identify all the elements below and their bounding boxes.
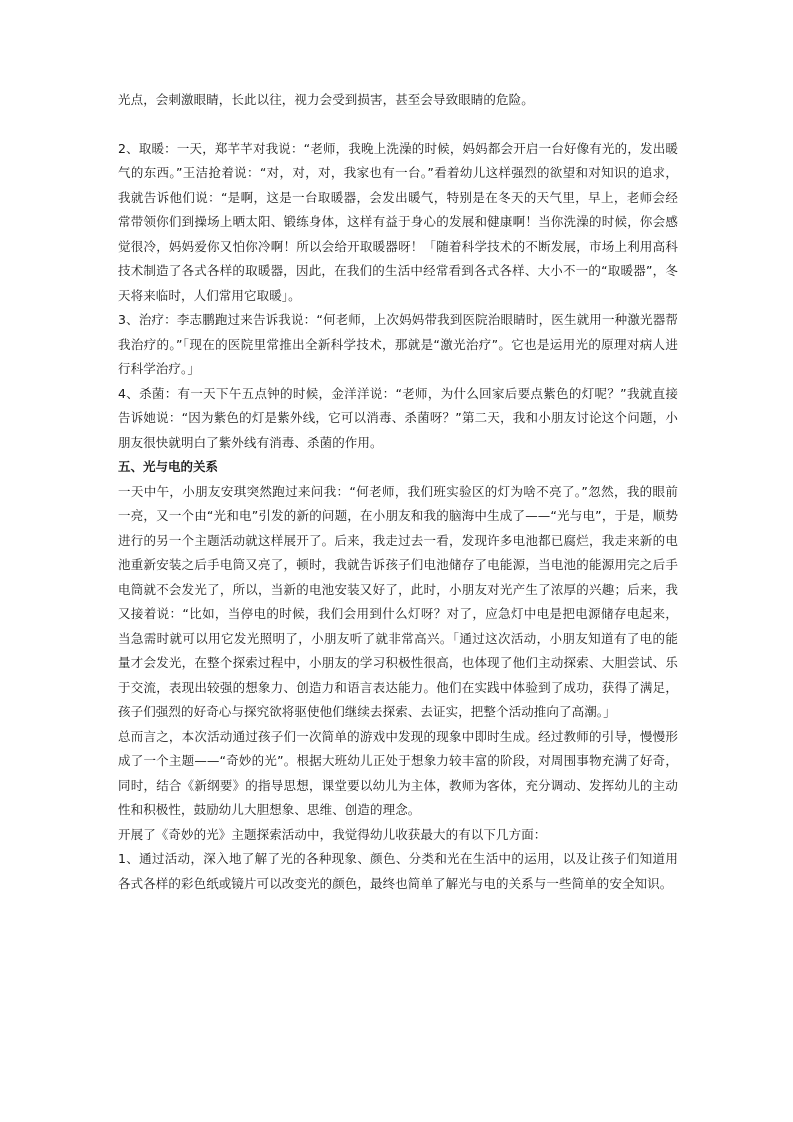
paragraph-gap	[118, 113, 678, 137]
paragraph-gain-1: 1、通过活动，深入地了解了光的各种现象、颜色、分类和光在生活中的运用，以及让孩子们知道用各式各样的彩色纸或镜片可以改变光的颜色，最终也简单了解光与电的关系与一些简单的安全知识。	[118, 851, 678, 891]
paragraph-heating: 2、取暖：一天，郑芊芊对我说：“老师，我晚上洗澡的时候，妈妈都会开启一台好像有光的，发出暖气的东西。”王洁抢着说：“对，对，对，我家也有一台。”看着幼儿这样强烈的欲望和对知识的追求，我就告诉他们说：“是啊，这是一台取暖器，会发出暖气，特别是在冬天的天气里，早上，老师会经常带领你们到操场上晒太阳、锻练身体，这样有益于身心的发展和健康啊！当你洗澡的时候，你会感觉很冷，妈妈爱你又怕你冷啊！所以会给开取暖器呀！「随着科学技术的不断发展，市场上利用高科技术制造了各式各样的取暖器，因此，在我们的生活中经常看到各式各样、大小不一的“取暖器”，冬天将来临时，人们常用它取暖」。	[118, 140, 678, 303]
paragraph-gains-intro: 开展了《奇妙的光》主题探索活动中，我觉得幼儿收获最大的有以下几方面：	[118, 826, 547, 842]
paragraph-light-electricity: 一天中午，小朋友安琪突然跑过来问我：“何老师，我们班实验区的灯为啥不亮了。”忽然，我的眼前一亮，又一个由“光和电”引发的新的问题，在小朋友和我的脑海中生成了——“光与电”，于是，顺势进行的另一个主题活动就这样展开了。后来，我走过去一看，发现许多电池都已腐烂，我走来新的电池重新安装之后手电筒又亮了，顿时，我就告诉孩子们电池储存了电能源，当电池的能源用完之后手电筒就不会发光了，所以，当新的电池安装又好了，此时，小朋友对光产生了浓厚的兴趣；后来，我又接着说：“比如，当停电的时候，我们会用到什么灯呀？对了，应急灯中电是把电源储存电起来，当急需时就可以用它发光照明了，小朋友听了就非常高兴。「通过这次活动，小朋友知道有了电的能量才会发光，在整个探索过程中，小朋友的学习积极性很高，也体现了他们主动探索、大胆尝试、乐于交流，表现出较强的想象力、创造力和语言表达能力。他们在实践中体验到了成功，获得了满足，孩子们强烈的好奇心与探究欲将驱使他们继续去探索、去证实，把整个活动推向了高潮。」	[118, 483, 678, 719]
document-page	[118, 88, 678, 896]
paragraph-sterilization: 4、杀菌：有一天下午五点钟的时候，金洋洋说：“老师，为什么回家后要点紫色的灯呢？”我就直接告诉她说：“因为紫色的灯是紫外线，它可以消毒、杀菌呀？”第二天，我和小朋友讨论这个问题，小朋友很快就明白了紫外线有消毒、杀菌的作用。	[118, 385, 678, 450]
paragraph-summary: 总而言之，本次活动通过孩子们一次简单的游戏中发现的现象中即时生成。经过教师的引导，慢慢形成了一个主题——“奇妙的光”。根据大班幼儿正处于想象力较丰富的阶段，对周围事物充满了好奇，同时，结合《新纲要》的指导思想，课堂要以幼儿为主体，教师为客体，充分调动、发挥幼儿的主动性和积极性，鼓励幼儿大胆想象、思维、创造的理念。	[118, 728, 678, 817]
section-heading-light-electricity: 五、光与电的关系	[118, 459, 219, 474]
paragraph-treatment: 3、治疗：李志鹏跑过来告诉我说：“何老师，上次妈妈带我到医院治眼睛时，医生就用一种激光器帮我治疗的。”「现在的医院里常推出全新科学技术，那就是“激光治疗”。它也是运用光的原理对病人进行科学治疗。」	[118, 312, 678, 376]
paragraph-eye-damage: 光点，会刺激眼睛，长此以往，视力会受到损害，甚至会导致眼睛的危险。	[118, 92, 534, 107]
